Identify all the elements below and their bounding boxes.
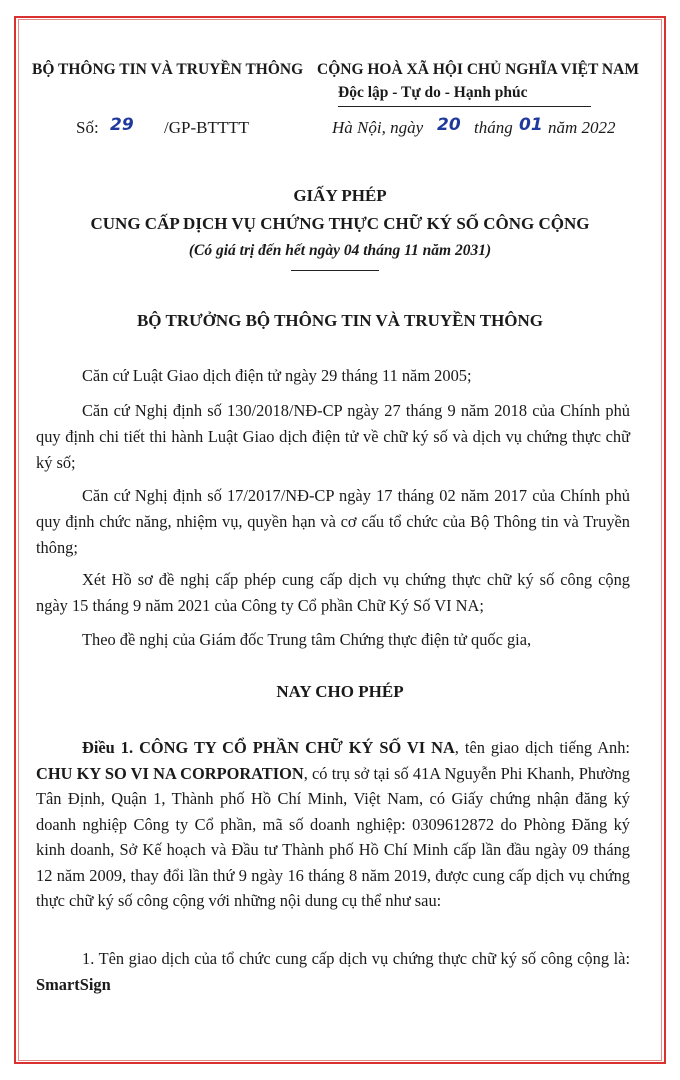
ministry-name: BỘ THÔNG TIN VÀ TRUYỀN THÔNG <box>32 61 304 78</box>
validity-note: (Có giá trị đến hết ngày 04 tháng 11 năm 2031) <box>188 242 492 259</box>
date-prefix: Hà Nội, ngày <box>332 118 424 137</box>
preamble-law-basis: Căn cứ Luật Giao dịch điện tử ngày 29 tháng 11 năm 2005; <box>82 366 472 385</box>
article-1-text-a: , tên giao dịch tiếng Anh: <box>454 738 630 757</box>
document-title: GIẤY PHÉP <box>293 186 387 205</box>
preamble-decree-130: Căn cứ Nghị định số 130/2018/NĐ-CP ngày 27 tháng 9 năm 2018 của Chính phủ quy định chi tiết thi hành Luật Giao dịch điện tử về chữ ký số và dịch vụ chứng thực chữ ký số; <box>36 401 630 472</box>
article-1 <box>36 735 630 914</box>
issuing-authority: BỘ TRƯỞNG BỘ THÔNG TIN VÀ TRUYỀN THÔNG <box>136 311 544 330</box>
decision-heading: NAY CHO PHÉP <box>276 682 404 701</box>
preamble-proposal: Theo đề nghị của Giám đốc Trung tâm Chứng thực điện tử quốc gia, <box>82 630 532 649</box>
date-month-label: tháng <box>474 118 513 137</box>
motto-underline <box>338 106 591 107</box>
date-day-handwritten: 20 <box>437 115 461 135</box>
motto: Độc lập - Tự do - Hạnh phúc <box>338 84 528 101</box>
title-divider <box>291 270 379 271</box>
document-number-suffix: /GP-BTTTT <box>164 118 249 137</box>
date-month-handwritten: 01 <box>519 115 543 135</box>
preamble-application: Xét Hồ sơ đề nghị cấp phép cung cấp dịch vụ chứng thực chữ ký số công cộng ngày 15 tháng 9 năm 2021 của Công ty Cổ phần Chữ Ký Số VI NA; <box>36 570 630 615</box>
article-1-english-name: CHU KY SO VI NA CORPORATION <box>36 763 304 783</box>
article-1-text-b: , có trụ sở tại số 41A Nguyễn Phi Khanh, Phường Tân Định, Quận 1, Thành phố Hồ Chí Minh, Việt Nam, có Giấy chứng nhận đăng ký doanh nghiệp Công ty Cổ phần, mã số doanh nghiệp: 0309612872 do Phòng Đăng ký kinh doanh, Sở Kế hoạch và Đầu tư Thành phố Hồ Chí Minh cấp lần đầu ngày 09 tháng 12 năm 2009, thay đổi lần thứ 9 ngày 16 tháng 8 năm 2019, được cung cấp dịch vụ chứng thực chữ ký số công cộng với những nội dung cụ thể như sau: <box>36 763 630 910</box>
item-1-brand: SmartSign <box>36 974 111 994</box>
document-number-handwritten: 29 <box>110 115 134 135</box>
document-subtitle: CUNG CẤP DỊCH VỤ CHỨNG THỰC CHỮ KÝ SỐ CÔNG CỘNG <box>90 214 590 233</box>
republic-name: CỘNG HOÀ XÃ HỘI CHỦ NGHĨA VIỆT NAM <box>317 61 639 78</box>
article-1-item-1 <box>36 946 630 997</box>
document-number-label: Số: <box>76 118 99 137</box>
item-1-text: 1. Tên giao dịch của tổ chức cung cấp dịch vụ chứng thực chữ ký số công cộng là: <box>82 949 630 968</box>
article-1-label: Điều 1. <box>82 738 134 757</box>
date-year: năm 2022 <box>548 118 616 137</box>
article-1-company: CÔNG TY CỔ PHẦN CHỮ KÝ SỐ VI NA <box>139 738 455 757</box>
preamble-decree-17: Căn cứ Nghị định số 17/2017/NĐ-CP ngày 17 tháng 02 năm 2017 của Chính phủ quy định chức năng, nhiệm vụ, quyền hạn và cơ cấu tổ chức của Bộ Thông tin và Truyền thông; <box>36 486 630 557</box>
